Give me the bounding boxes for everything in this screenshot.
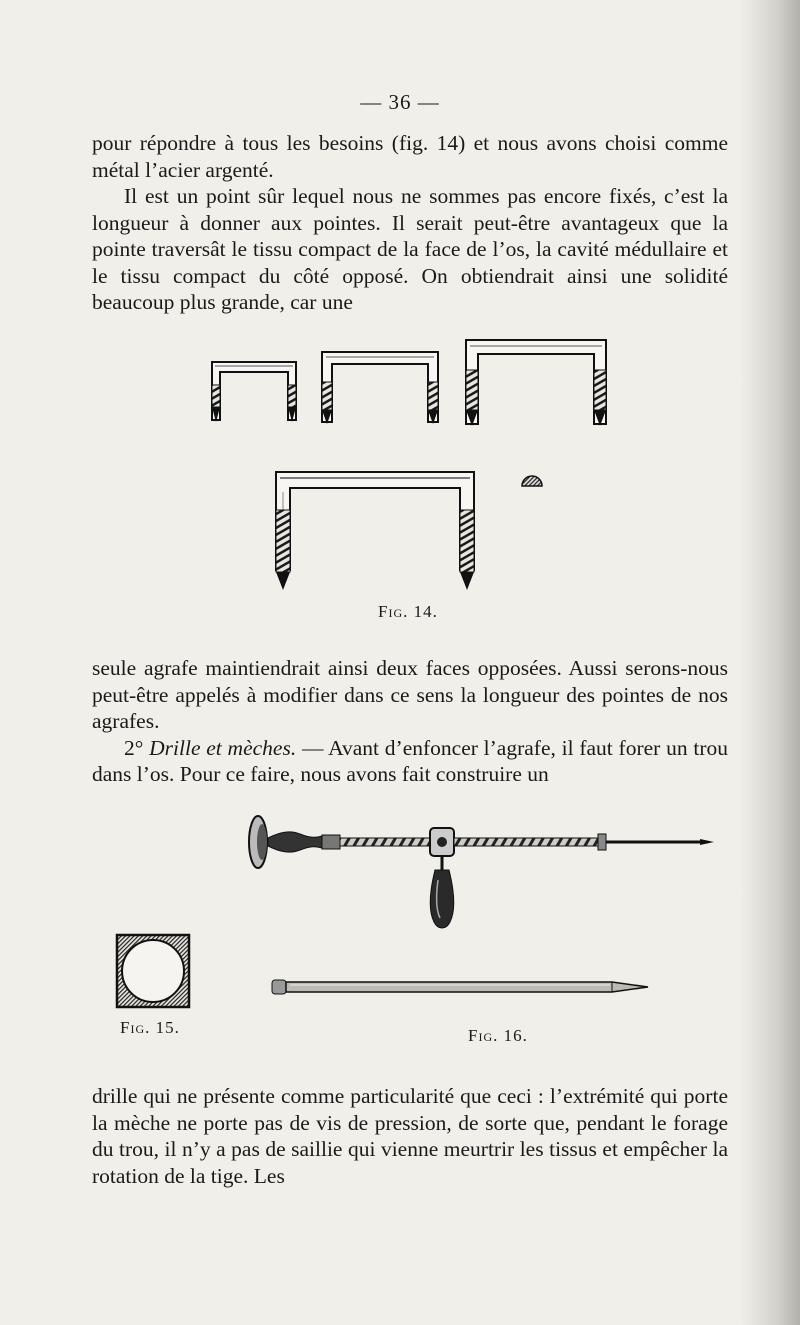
drill-bit-cross-section xyxy=(117,935,189,1007)
figure-14-caption: Fig. 14. xyxy=(378,602,438,621)
drill-brace xyxy=(249,816,714,928)
paragraph-5: drille qui ne présente comme particularité que ceci : l’extrémité qui porte la mèche ne porte pas de vis de pression, de sorte que, pendant le forage du trou, il n’y a pas de saillie qui vienne meurtrir les tissus et empêcher la rotation de la tige. Les xyxy=(92,1084,728,1188)
paragraph-3: seule agrafe maintiendrait ainsi deux faces opposées. Aussi serons-nous peut-être appelés à modifier dans ce sens la longueur des pointes de nos agrafes. xyxy=(92,656,728,733)
section-text: — Avant d’enfoncer l’agrafe, il faut forer un trou dans l’os. Pour ce faire, nous avons fait construire un xyxy=(92,735,729,786)
section-title: Drille et mèches. xyxy=(149,735,297,760)
drill-bit xyxy=(272,980,648,994)
paragraph-1: pour répondre à tous les besoins (fig. 14) et nous avons choisi comme métal l’acier argenté. xyxy=(92,131,728,182)
paragraph-2: Il est un point sûr lequel nous ne sommes pas encore fixés, c’est la longueur à donner aux pointes. Il serait peut-être avantageux que la pointe traversât le tissu compact de la face de l’os, la cavité médullaire et le tissu compact du côté opposé. On obtiendrait ainsi une solidité beaucoup plus grande, car une xyxy=(92,184,728,314)
section-number: 2° xyxy=(124,735,144,760)
figure-16-caption: Fig. 16. xyxy=(468,1026,528,1045)
text-block-bottom xyxy=(92,1083,728,1189)
figure-15-caption: Fig. 15. xyxy=(120,1018,180,1037)
page-number: — 36 — xyxy=(360,90,440,114)
